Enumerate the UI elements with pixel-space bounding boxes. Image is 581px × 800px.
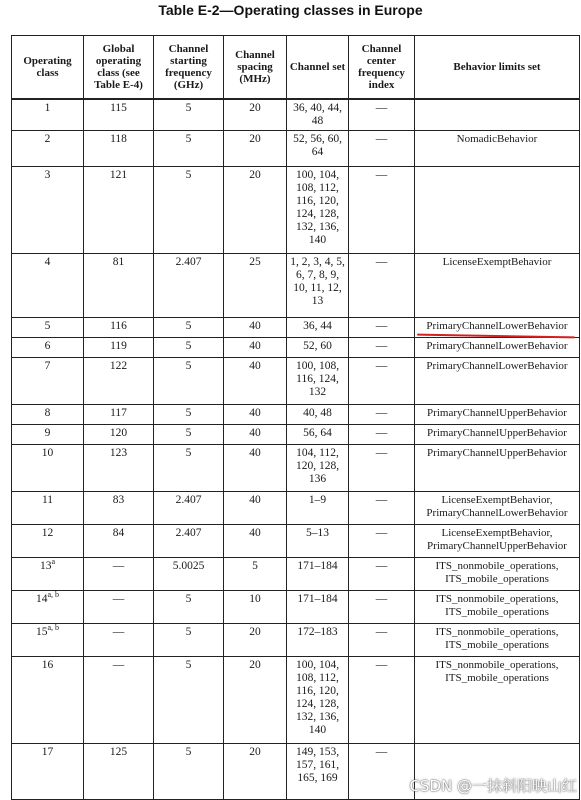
cell-channel-spacing: 20 (224, 657, 287, 744)
cell-behavior-limits-set (415, 131, 580, 167)
cell-channel-center-frequency-index: — (349, 425, 415, 445)
operating-class-value: 13 (39, 560, 52, 572)
cell-behavior-limits-set (415, 405, 580, 425)
table-row (12, 445, 580, 492)
cell-channel-center-frequency-index: — (349, 744, 415, 800)
behavior-line: PrimaryChannelUpperBehavior (427, 427, 567, 439)
cell-operating-class (12, 558, 84, 591)
cell-channel-starting-frequency: 5 (154, 657, 224, 744)
table-row (12, 254, 580, 318)
cell-channel-set: 100, 104, 108, 112, 116, 120, 124, 128, 132, 136, 140 (287, 167, 349, 254)
cell-channel-spacing: 20 (224, 624, 287, 657)
cell-operating-class (12, 405, 84, 425)
behavior-line: ITS_nonmobile_operations, (435, 659, 559, 671)
operating-class-value: 9 (44, 427, 51, 439)
cell-operating-class (12, 338, 84, 358)
table-row (12, 624, 580, 657)
header-global-operating-class: Global operating class (see Table E-4) (84, 36, 154, 100)
cell-global-operating-class: 120 (84, 425, 154, 445)
cell-operating-class (12, 318, 84, 338)
operating-classes-table (11, 35, 580, 800)
behavior-line: PrimaryChannelLowerBehavior (426, 507, 568, 519)
cell-channel-starting-frequency: 5 (154, 744, 224, 800)
header-channel-spacing: Channel spacing (MHz) (224, 36, 287, 100)
cell-operating-class (12, 254, 84, 318)
footnote-marker: a (51, 557, 56, 567)
header-row (12, 36, 580, 100)
behavior-line: PrimaryChannelLowerBehavior (426, 340, 568, 352)
cell-behavior-limits-set (415, 167, 580, 254)
cell-channel-starting-frequency: 5.0025 (154, 558, 224, 591)
cell-global-operating-class: 117 (84, 405, 154, 425)
cell-behavior-limits-set (415, 358, 580, 405)
cell-behavior-limits-set (415, 425, 580, 445)
cell-channel-center-frequency-index: — (349, 558, 415, 591)
operating-class-value: 14 (35, 593, 48, 605)
cell-channel-starting-frequency: 5 (154, 167, 224, 254)
operating-class-value: 1 (44, 102, 51, 114)
operating-class-value: 16 (41, 659, 54, 671)
operating-class-value: 5 (44, 320, 51, 332)
operating-class-value: 11 (41, 494, 54, 506)
cell-channel-center-frequency-index: — (349, 131, 415, 167)
operating-class-value: 2 (44, 133, 51, 145)
cell-channel-center-frequency-index: — (349, 525, 415, 558)
behavior-line: ITS_mobile_operations (445, 606, 549, 618)
table-row (12, 657, 580, 744)
cell-channel-starting-frequency: 2.407 (154, 254, 224, 318)
cell-channel-starting-frequency: 5 (154, 405, 224, 425)
cell-channel-spacing: 20 (224, 744, 287, 800)
operating-class-value: 7 (44, 360, 51, 372)
cell-channel-spacing: 5 (224, 558, 287, 591)
cell-channel-spacing: 40 (224, 425, 287, 445)
cell-channel-center-frequency-index: — (349, 591, 415, 624)
cell-operating-class (12, 425, 84, 445)
table-title: Table E-2—Operating classes in Europe (158, 2, 423, 18)
table-row (12, 525, 580, 558)
table-row (12, 425, 580, 445)
behavior-line: NomadicBehavior (456, 133, 538, 145)
table-row (12, 591, 580, 624)
cell-channel-spacing: 20 (224, 167, 287, 254)
cell-channel-starting-frequency: 5 (154, 338, 224, 358)
cell-channel-set: 40, 48 (287, 405, 349, 425)
cell-channel-set: 1, 2, 3, 4, 5, 6, 7, 8, 9, 10, 11, 12, 13 (287, 254, 349, 318)
behavior-line: ITS_nonmobile_operations, (435, 560, 559, 572)
cell-channel-starting-frequency: 2.407 (154, 492, 224, 525)
header-channel-center-frequency-index: Channel center frequency index (349, 36, 415, 100)
cell-behavior-limits-set (415, 99, 580, 131)
cell-channel-center-frequency-index: — (349, 358, 415, 405)
cell-channel-set: 52, 56, 60, 64 (287, 131, 349, 167)
cell-operating-class (12, 358, 84, 405)
cell-global-operating-class: — (84, 591, 154, 624)
cell-behavior-limits-set (415, 445, 580, 492)
cell-channel-center-frequency-index: — (349, 254, 415, 318)
cell-operating-class (12, 744, 84, 800)
cell-channel-set: 36, 40, 44, 48 (287, 99, 349, 131)
cell-global-operating-class: 125 (84, 744, 154, 800)
behavior-line: ITS_mobile_operations (445, 573, 549, 585)
table-body (12, 99, 580, 800)
cell-channel-set: 171–184 (287, 591, 349, 624)
cell-global-operating-class: — (84, 558, 154, 591)
cell-channel-center-frequency-index: — (349, 657, 415, 744)
operating-class-value: 15 (35, 626, 48, 638)
behavior-line: LicenseExemptBehavior (442, 256, 552, 268)
behavior-line: LicenseExemptBehavior, (441, 494, 553, 506)
header-channel-starting-frequency: Channel starting frequency (GHz) (154, 36, 224, 100)
table-row (12, 405, 580, 425)
operating-class-value: 3 (44, 169, 51, 181)
cell-channel-set: 100, 108, 116, 124, 132 (287, 358, 349, 405)
cell-channel-center-frequency-index: — (349, 405, 415, 425)
footnote-marker: a, b (47, 623, 60, 633)
behavior-line: PrimaryChannelUpperBehavior (427, 540, 567, 552)
cell-channel-set: 104, 112, 120, 128, 136 (287, 445, 349, 492)
cell-channel-set: 171–184 (287, 558, 349, 591)
cell-channel-starting-frequency: 5 (154, 445, 224, 492)
operating-class-value: 4 (44, 256, 51, 268)
cell-channel-starting-frequency: 5 (154, 591, 224, 624)
cell-channel-spacing: 10 (224, 591, 287, 624)
cell-channel-center-frequency-index: — (349, 624, 415, 657)
header-operating-class: Operating class (12, 36, 84, 100)
cell-operating-class (12, 492, 84, 525)
cell-global-operating-class: 122 (84, 358, 154, 405)
cell-channel-spacing: 40 (224, 492, 287, 525)
cell-behavior-limits-set (415, 657, 580, 744)
cell-global-operating-class: 119 (84, 338, 154, 358)
cell-operating-class (12, 167, 84, 254)
cell-global-operating-class: 115 (84, 99, 154, 131)
cell-global-operating-class: 116 (84, 318, 154, 338)
behavior-line: PrimaryChannelUpperBehavior (427, 407, 567, 419)
cell-global-operating-class: 83 (84, 492, 154, 525)
operating-class-value: 10 (41, 447, 54, 459)
table-row (12, 492, 580, 525)
cell-behavior-limits-set (415, 591, 580, 624)
cell-behavior-limits-set (415, 254, 580, 318)
operating-class-value: 17 (41, 746, 54, 758)
watermark: CSDN @一抹斜阳映山红 (409, 777, 577, 795)
cell-global-operating-class: — (84, 624, 154, 657)
table-row (12, 358, 580, 405)
cell-global-operating-class: 84 (84, 525, 154, 558)
cell-channel-set: 172–183 (287, 624, 349, 657)
cell-global-operating-class: 121 (84, 167, 154, 254)
cell-channel-center-frequency-index: — (349, 445, 415, 492)
behavior-line: ITS_mobile_operations (445, 639, 549, 651)
cell-global-operating-class: 123 (84, 445, 154, 492)
header-channel-set: Channel set (287, 36, 349, 100)
cell-operating-class (12, 131, 84, 167)
cell-global-operating-class: 118 (84, 131, 154, 167)
table-row (12, 558, 580, 591)
cell-channel-set: 5–13 (287, 525, 349, 558)
cell-channel-set: 100, 104, 108, 112, 116, 120, 124, 128, 132, 136, 140 (287, 657, 349, 744)
cell-channel-center-frequency-index: — (349, 167, 415, 254)
table-row (12, 338, 580, 358)
table-row (12, 99, 580, 131)
cell-channel-spacing: 40 (224, 318, 287, 338)
cell-behavior-limits-set (415, 624, 580, 657)
operating-class-value: 8 (44, 407, 51, 419)
cell-global-operating-class: — (84, 657, 154, 744)
cell-channel-set: 1–9 (287, 492, 349, 525)
cell-operating-class (12, 99, 84, 131)
cell-behavior-limits-set (415, 492, 580, 525)
cell-channel-starting-frequency: 5 (154, 131, 224, 167)
cell-channel-starting-frequency: 2.407 (154, 525, 224, 558)
operating-class-value: 12 (41, 527, 54, 539)
cell-channel-spacing: 20 (224, 99, 287, 131)
cell-channel-starting-frequency: 5 (154, 358, 224, 405)
behavior-line: ITS_nonmobile_operations, (435, 593, 559, 605)
cell-channel-center-frequency-index: — (349, 99, 415, 131)
cell-channel-spacing: 40 (224, 405, 287, 425)
cell-channel-set: 36, 44 (287, 318, 349, 338)
cell-channel-starting-frequency: 5 (154, 425, 224, 445)
cell-operating-class (12, 624, 84, 657)
cell-channel-starting-frequency: 5 (154, 99, 224, 131)
behavior-line: PrimaryChannelLowerBehavior (426, 360, 568, 372)
cell-channel-spacing: 40 (224, 525, 287, 558)
behavior-line: LicenseExemptBehavior, (441, 527, 553, 539)
behavior-line: PrimaryChannelLowerBehavior (426, 320, 568, 332)
cell-channel-center-frequency-index: — (349, 318, 415, 338)
cell-behavior-limits-set (415, 558, 580, 591)
table-row (12, 131, 580, 167)
cell-channel-set: 149, 153, 157, 161, 165, 169 (287, 744, 349, 800)
cell-operating-class (12, 445, 84, 492)
cell-behavior-limits-set (415, 338, 580, 358)
cell-operating-class (12, 591, 84, 624)
operating-class-value: 6 (44, 340, 51, 352)
cell-global-operating-class: 81 (84, 254, 154, 318)
behavior-line: ITS_nonmobile_operations, (435, 626, 559, 638)
behavior-line: PrimaryChannelUpperBehavior (427, 447, 567, 459)
cell-operating-class (12, 657, 84, 744)
cell-channel-center-frequency-index: — (349, 492, 415, 525)
footnote-marker: a, b (47, 590, 60, 600)
cell-channel-starting-frequency: 5 (154, 624, 224, 657)
cell-channel-spacing: 40 (224, 338, 287, 358)
cell-channel-starting-frequency: 5 (154, 318, 224, 338)
cell-channel-set: 56, 64 (287, 425, 349, 445)
cell-channel-spacing: 40 (224, 358, 287, 405)
cell-operating-class (12, 525, 84, 558)
behavior-line: ITS_mobile_operations (445, 672, 549, 684)
cell-behavior-limits-set (415, 525, 580, 558)
cell-channel-set: 52, 60 (287, 338, 349, 358)
table-row (12, 167, 580, 254)
header-behavior-limits-set: Behavior limits set (415, 36, 580, 100)
cell-channel-spacing: 40 (224, 445, 287, 492)
cell-channel-spacing: 20 (224, 131, 287, 167)
cell-channel-spacing: 25 (224, 254, 287, 318)
cell-channel-center-frequency-index: — (349, 338, 415, 358)
